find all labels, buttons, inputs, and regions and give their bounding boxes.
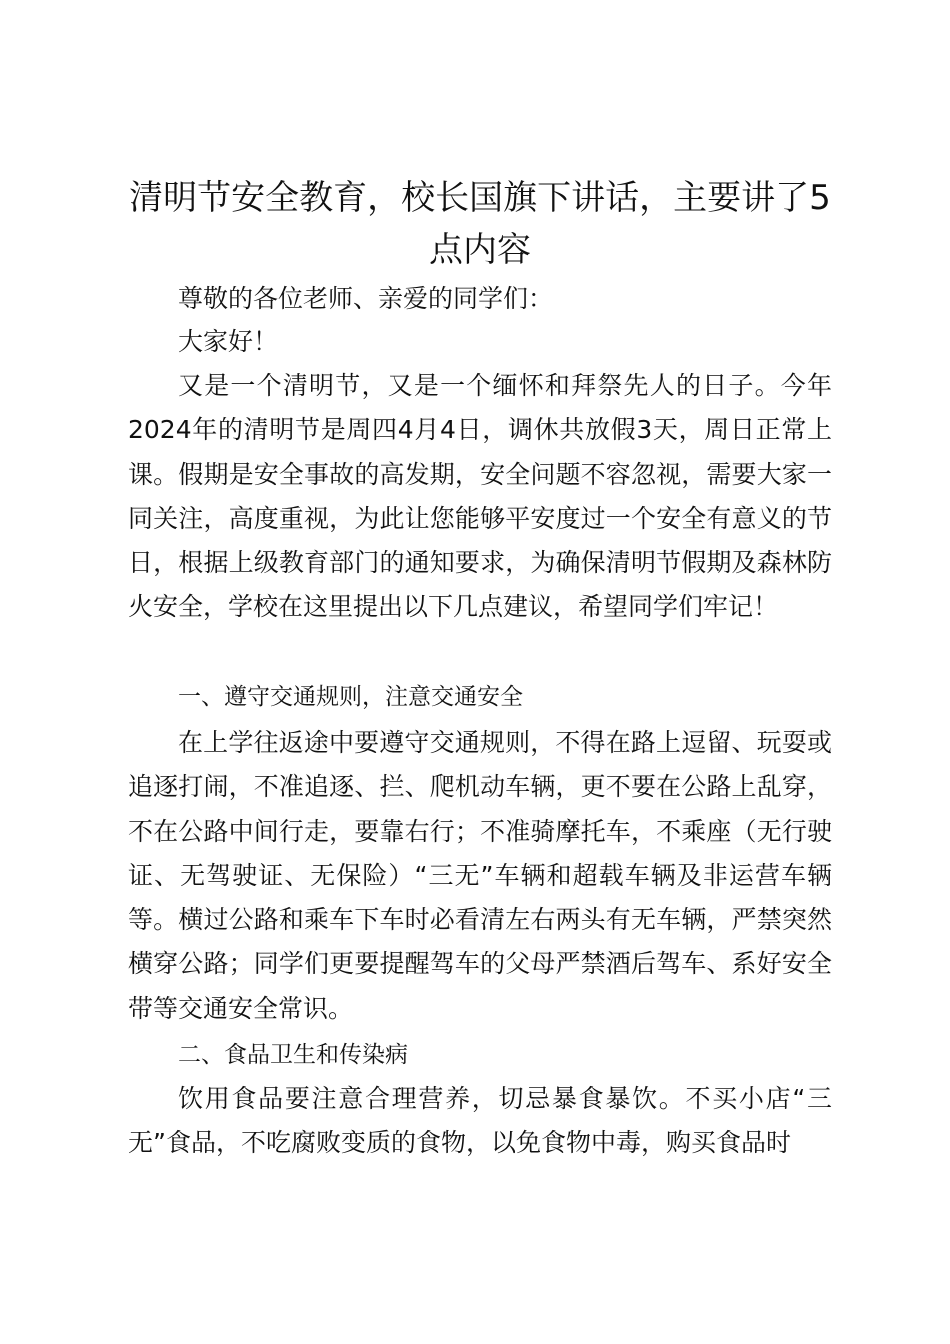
document-title: 清明节安全教育，校长国旗下讲话，主要讲了5点内容 — [129, 178, 831, 270]
section-2-heading: 二、食品卫生和传染病 — [178, 1042, 408, 1068]
section-1-heading: 一、遵守交通规则，注意交通安全 — [178, 684, 523, 710]
intro-paragraph: 又是一个清明节，又是一个缅怀和拜祭先人的日子。今年2024年的清明节是周四4月4日，调休共放假3天，周日正常上课。假期是安全事故的高发期，安全问题不容忽视，需要大家一同关注，高度重视，为此让您能够平安度过一个安全有意义的节日，根据上级教育部门的通知要求，为确保清明节假期及森林防火安全，学校在这里提出以下几点建议，希望同学们牢记！ — [128, 371, 832, 622]
greeting: 大家好！ — [178, 327, 279, 356]
salutation: 尊敬的各位老师、亲爱的同学们： — [178, 284, 554, 313]
section-2-paragraph: 饮用食品要注意合理营养，切忌暴食暴饮。不买小店“三无”食品，不吃腐败变质的食物，以免食物中毒，购买食品时 — [128, 1084, 832, 1158]
section-1-paragraph: 在上学往返途中要遵守交通规则，不得在路上逗留、玩耍或追逐打闹，不准追逐、拦、爬机动车辆，更不要在公路上乱穿，不在公路中间行走，要靠右行；不准骑摩托车，不乘座（无行驶证、无驾驶证、无保险）“三无”车辆和超载车辆及非运营车辆等。横过公路和乘车下车时必看清左右两头有无车辆，严禁突然横穿公路；同学们更要提醒驾车的父母严禁酒后驾车、系好安全带等交通安全常识。 — [128, 728, 832, 1023]
